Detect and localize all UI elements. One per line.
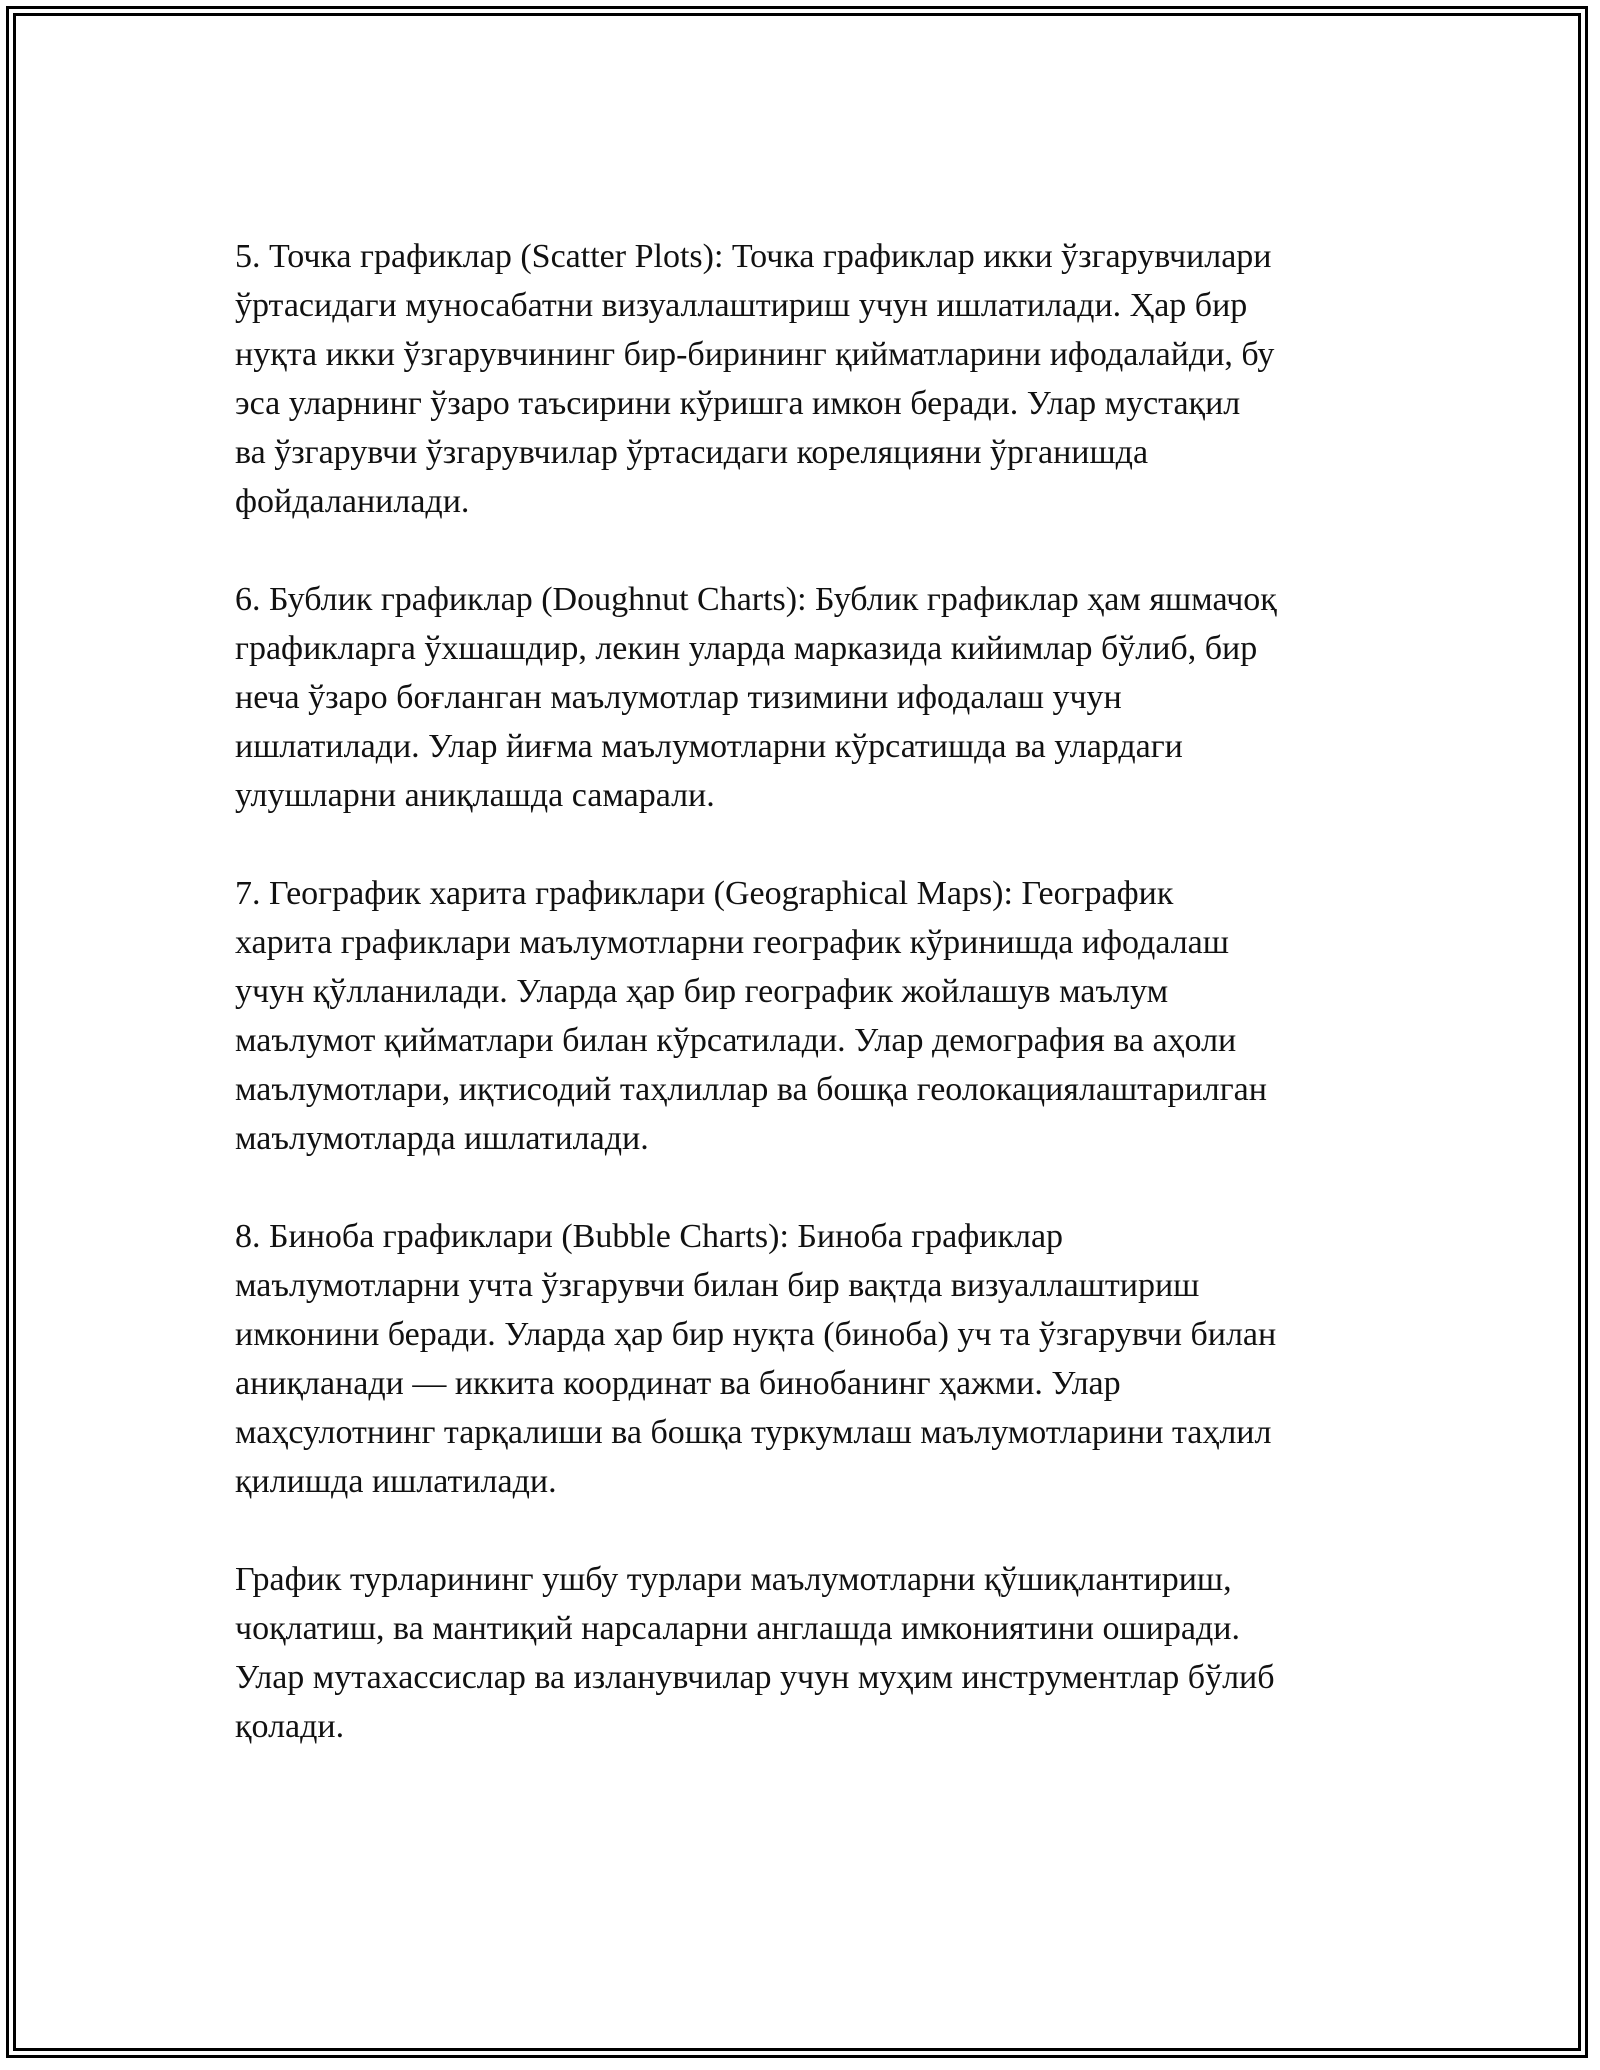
paragraph-bubble-charts: 8. Бинοба графиклари (Bubble Charts): Бинοба графиклар маълумотларни учта ўзгарувчи билан бир вақтда визуаллаштириш имконини беради. Уларда ҳар бир нуқта (бинοба) уч та ўзгарувчи билан аниқланади — иккита координат ва бинοбанинг ҳажми. Улар маҳсулотнинг тарқалиши ва бошқа туркумлаш маълумотларини таҳлил қилишда ишлатилади. — [235, 1218, 1277, 1500]
document-body — [235, 232, 1385, 1800]
paragraph-geographical-maps: 7. Географик харита графиклари (Geographical Maps): Географик харита графиклари маълумотларни географик кўринишда ифодалаш учун қўлланилади. Уларда ҳар бир географик жойлашув маълум маълумот қийматлари билан кўрсатилади. Улар демография ва аҳоли маълумотлари, иқтисодий таҳлиллар ва бошқа геолокациялаштарилган маълумотларда ишлатилади. — [235, 875, 1267, 1157]
paragraph-scatter-plots: 5. Точка графиклар (Scatter Plots): Точка графиклар икки ўзгарувчилари ўртасидаги муносабатни визуаллаштириш учун ишлатилади. Ҳар бир нуқта икки ўзгарувчининг бир-бирининг қийматларини ифодалайди, бу эса уларнинг ўзаро таъсирини кўришга имкон беради. Улар мустақил ва ўзгарувчи ўзгарувчилар ўртасидаги кореляцияни ўрганишда фойдаланилади. — [235, 238, 1275, 520]
paragraph-doughnut-charts: 6. Бублик графиклар (Doughnut Charts): Бублик графиклар ҳам яшмачоқ графикларга ўхшашдир, лекин уларда марказида кийимлар бўлиб, бир неча ўзаро боғланган маълумотлар тизимини ифодалаш учун ишлатилади. Улар йиғма маълумотларни кўрсатишда ва улардаги улушларни аниқлашда самарали. — [235, 581, 1277, 814]
paragraph-conclusion: График турларининг ушбу турлари маълумотларни қўшиқлантириш, чоқлатиш, ва мантиқий нарсаларни англашда имкониятини оширади. Улар мутахассислар ва изланувчилар учун муҳим инструментлар бўлиб қолади. — [235, 1561, 1275, 1745]
